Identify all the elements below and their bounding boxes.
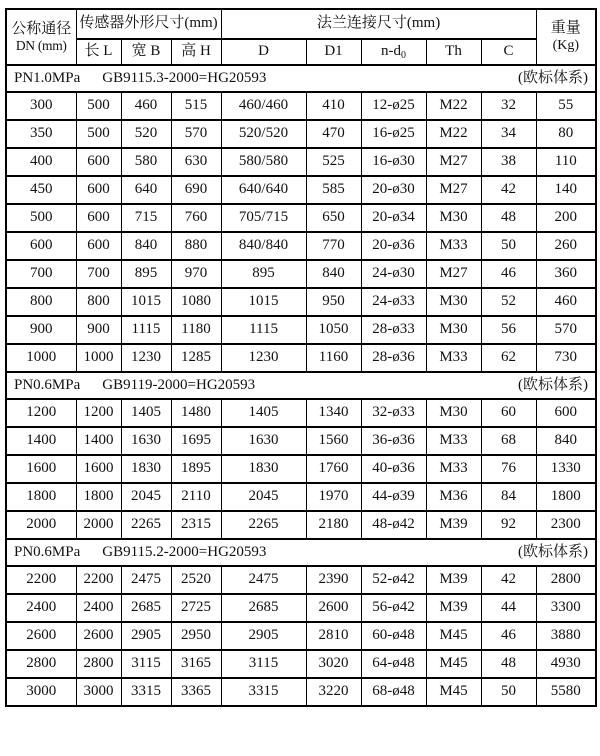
section-header-row (6, 539, 596, 566)
spec-cell: 460 (121, 92, 171, 120)
spec-cell: M45 (426, 650, 481, 678)
spec-cell: 570 (171, 120, 221, 148)
spec-cell: 2520 (171, 566, 221, 594)
spec-cell: M27 (426, 148, 481, 176)
spec-cell: 24-ø30 (361, 260, 426, 288)
section-header-row (6, 65, 596, 92)
spec-cell: 1760 (306, 455, 361, 483)
spec-cell: 950 (306, 288, 361, 316)
spec-cell: M27 (426, 176, 481, 204)
dimension-spec-table (5, 8, 597, 707)
spec-cell: 1600 (76, 455, 121, 483)
spec-cell: 32 (481, 92, 536, 120)
spec-cell: 2600 (306, 594, 361, 622)
spec-cell: 3020 (306, 650, 361, 678)
spec-row (6, 483, 596, 511)
spec-cell: 600 (76, 232, 121, 260)
spec-cell: 2390 (306, 566, 361, 594)
table-header (6, 9, 596, 65)
spec-cell: 4930 (536, 650, 596, 678)
spec-cell: 3000 (6, 678, 76, 706)
spec-row (6, 120, 596, 148)
spec-cell: 2475 (121, 566, 171, 594)
spec-cell: 460/460 (221, 92, 306, 120)
header-sensor-dims-group: 传感器外形尺寸(mm) (76, 9, 221, 39)
spec-row (6, 455, 596, 483)
spec-cell: 68-ø48 (361, 678, 426, 706)
spec-row (6, 260, 596, 288)
spec-cell: 1400 (6, 427, 76, 455)
spec-cell: 1200 (76, 399, 121, 427)
spec-cell: 52 (481, 288, 536, 316)
spec-cell: 1015 (121, 288, 171, 316)
spec-cell: 2905 (121, 622, 171, 650)
spec-cell: 515 (171, 92, 221, 120)
spec-cell: 715 (121, 204, 171, 232)
spec-cell: 3365 (171, 678, 221, 706)
spec-cell: 2315 (171, 511, 221, 539)
spec-cell: 2200 (6, 566, 76, 594)
header-col-width: 宽 B (121, 39, 171, 65)
spec-cell: 580/580 (221, 148, 306, 176)
spec-cell: 2000 (76, 511, 121, 539)
spec-cell: M22 (426, 120, 481, 148)
spec-cell: 1400 (76, 427, 121, 455)
spec-cell: 1340 (306, 399, 361, 427)
spec-cell: 600 (76, 176, 121, 204)
spec-cell: 640/640 (221, 176, 306, 204)
spec-cell: 895 (121, 260, 171, 288)
header-col-height: 高 H (171, 39, 221, 65)
spec-cell: 2110 (171, 483, 221, 511)
spec-cell: 1330 (536, 455, 596, 483)
spec-cell: 200 (536, 204, 596, 232)
spec-cell: 64-ø48 (361, 650, 426, 678)
spec-cell: 600 (536, 399, 596, 427)
spec-cell: 28-ø33 (361, 316, 426, 344)
spec-cell: 5580 (536, 678, 596, 706)
section-header-cell (6, 65, 596, 92)
spec-cell: 60-ø48 (361, 622, 426, 650)
spec-cell: 650 (306, 204, 361, 232)
section-pressure-rating: PN0.6MPa (14, 543, 81, 560)
spec-cell: 500 (76, 92, 121, 120)
spec-cell: 1800 (536, 483, 596, 511)
spec-cell: 1600 (6, 455, 76, 483)
header-flange-dims-group: 法兰连接尺寸(mm) (221, 9, 536, 39)
spec-cell: 640 (121, 176, 171, 204)
spec-cell: 2265 (221, 511, 306, 539)
spec-cell: 2400 (76, 594, 121, 622)
spec-cell: 2180 (306, 511, 361, 539)
spec-cell: 1800 (6, 483, 76, 511)
spec-cell: M33 (426, 455, 481, 483)
spec-cell: M27 (426, 260, 481, 288)
spec-row (6, 148, 596, 176)
spec-cell: M33 (426, 232, 481, 260)
spec-cell: M39 (426, 594, 481, 622)
spec-cell: 2800 (536, 566, 596, 594)
section-standard-code: GB9115.2-2000=HG20593 (102, 543, 267, 560)
spec-cell: 500 (76, 120, 121, 148)
spec-cell: 2950 (171, 622, 221, 650)
spec-cell: 520 (121, 120, 171, 148)
spec-cell: 520/520 (221, 120, 306, 148)
header-weight-unit: (Kg) (552, 37, 580, 53)
spec-cell: 400 (6, 148, 76, 176)
spec-cell: 1480 (171, 399, 221, 427)
spec-cell: 42 (481, 176, 536, 204)
spec-cell: 2600 (6, 622, 76, 650)
spec-cell: 68 (481, 427, 536, 455)
spec-cell: 840 (306, 260, 361, 288)
header-col-d: D (221, 39, 306, 65)
spec-cell: 2400 (6, 594, 76, 622)
header-weight (536, 9, 596, 65)
spec-cell: 50 (481, 678, 536, 706)
spec-cell: 2800 (6, 650, 76, 678)
spec-cell: M39 (426, 511, 481, 539)
spec-cell: 48 (481, 204, 536, 232)
spec-cell: 24-ø33 (361, 288, 426, 316)
spec-cell: 2300 (536, 511, 596, 539)
spec-cell: 800 (6, 288, 76, 316)
spec-cell: 20-ø34 (361, 204, 426, 232)
spec-cell: 470 (306, 120, 361, 148)
spec-cell: 52-ø42 (361, 566, 426, 594)
section-standard-code: GB9119-2000=HG20593 (102, 376, 256, 393)
spec-cell: 600 (6, 232, 76, 260)
spec-cell: 84 (481, 483, 536, 511)
spec-cell: 76 (481, 455, 536, 483)
spec-cell: 1000 (6, 344, 76, 372)
section-header-cell (6, 539, 596, 566)
spec-row (6, 399, 596, 427)
spec-cell: 705/715 (221, 204, 306, 232)
spec-cell: 40-ø36 (361, 455, 426, 483)
spec-cell: 2475 (221, 566, 306, 594)
spec-cell: 1015 (221, 288, 306, 316)
header-col-length: 长 L (76, 39, 121, 65)
spec-cell: 1895 (171, 455, 221, 483)
spec-cell: 16-ø30 (361, 148, 426, 176)
header-dn (6, 9, 76, 65)
spec-cell: 730 (536, 344, 596, 372)
spec-cell: 56 (481, 316, 536, 344)
spec-cell: 92 (481, 511, 536, 539)
spec-cell: 880 (171, 232, 221, 260)
spec-cell: 600 (76, 204, 121, 232)
spec-cell: 1180 (171, 316, 221, 344)
spec-cell: 3880 (536, 622, 596, 650)
spec-cell: M45 (426, 622, 481, 650)
spec-cell: 1405 (221, 399, 306, 427)
spec-row (6, 204, 596, 232)
spec-cell: 500 (6, 204, 76, 232)
spec-cell: 585 (306, 176, 361, 204)
header-col-d1: D1 (306, 39, 361, 65)
spec-cell: 770 (306, 232, 361, 260)
spec-row (6, 427, 596, 455)
spec-cell: 20-ø36 (361, 232, 426, 260)
spec-cell: 1230 (221, 344, 306, 372)
spec-cell: 570 (536, 316, 596, 344)
spec-row (6, 288, 596, 316)
spec-cell: 450 (6, 176, 76, 204)
spec-cell: M36 (426, 483, 481, 511)
spec-cell: 2800 (76, 650, 121, 678)
section-standard-code: GB9115.3-2000=HG20593 (102, 69, 267, 86)
section-standard-note: (欧标体系) (518, 543, 589, 560)
spec-cell: 1630 (221, 427, 306, 455)
spec-cell: 300 (6, 92, 76, 120)
spec-cell: 3000 (76, 678, 121, 706)
spec-row (6, 622, 596, 650)
spec-cell: 48-ø42 (361, 511, 426, 539)
spec-cell: M30 (426, 288, 481, 316)
spec-cell: M45 (426, 678, 481, 706)
spec-cell: 3165 (171, 650, 221, 678)
spec-cell: 3220 (306, 678, 361, 706)
spec-cell: 3300 (536, 594, 596, 622)
spec-cell: 460 (536, 288, 596, 316)
spec-cell: 840 (121, 232, 171, 260)
spec-cell: 1000 (76, 344, 121, 372)
spec-cell: 1695 (171, 427, 221, 455)
header-col-th: Th (426, 39, 481, 65)
spec-cell: 630 (171, 148, 221, 176)
spec-row (6, 566, 596, 594)
spec-cell: 2905 (221, 622, 306, 650)
spec-cell: M22 (426, 92, 481, 120)
section-pressure-rating: PN1.0MPa (14, 69, 81, 86)
header-weight-label: 重量 (550, 20, 581, 37)
spec-cell: 700 (76, 260, 121, 288)
spec-cell: 42 (481, 566, 536, 594)
spec-cell: 840/840 (221, 232, 306, 260)
spec-cell: 1200 (6, 399, 76, 427)
spec-cell: 60 (481, 399, 536, 427)
spec-cell: 2265 (121, 511, 171, 539)
spec-row (6, 92, 596, 120)
spec-cell: 580 (121, 148, 171, 176)
spec-cell: 36-ø36 (361, 427, 426, 455)
spec-cell: 46 (481, 260, 536, 288)
spec-cell: M33 (426, 344, 481, 372)
spec-cell: 34 (481, 120, 536, 148)
spec-cell: 895 (221, 260, 306, 288)
spec-cell: 28-ø36 (361, 344, 426, 372)
spec-row (6, 650, 596, 678)
spec-cell: 410 (306, 92, 361, 120)
spec-row (6, 594, 596, 622)
spec-cell: 44-ø39 (361, 483, 426, 511)
spec-cell: 2725 (171, 594, 221, 622)
spec-cell: 3315 (221, 678, 306, 706)
spec-cell: 1160 (306, 344, 361, 372)
spec-cell: 12-ø25 (361, 92, 426, 120)
header-col-nd0-sub: 0 (401, 50, 407, 62)
section-standard-note: (欧标体系) (518, 376, 589, 393)
header-col-nd0 (361, 39, 426, 65)
spec-cell: 1970 (306, 483, 361, 511)
table-body (6, 65, 596, 706)
spec-cell: 2000 (6, 511, 76, 539)
spec-cell: 38 (481, 148, 536, 176)
spec-cell: 1230 (121, 344, 171, 372)
spec-cell: 55 (536, 92, 596, 120)
spec-cell: 32-ø33 (361, 399, 426, 427)
spec-cell: 1800 (76, 483, 121, 511)
spec-cell: 50 (481, 232, 536, 260)
spec-row (6, 176, 596, 204)
spec-cell: 700 (6, 260, 76, 288)
spec-cell: 48 (481, 650, 536, 678)
spec-row (6, 344, 596, 372)
section-header-row (6, 372, 596, 399)
spec-cell: 1115 (221, 316, 306, 344)
section-header-cell (6, 372, 596, 399)
spec-cell: 900 (6, 316, 76, 344)
spec-cell: 3115 (121, 650, 171, 678)
spec-row (6, 316, 596, 344)
spec-row (6, 232, 596, 260)
header-dn-label: 公称通径 (11, 20, 72, 37)
spec-cell: 16-ø25 (361, 120, 426, 148)
spec-cell: M30 (426, 204, 481, 232)
spec-cell: 2685 (221, 594, 306, 622)
spec-cell: 2200 (76, 566, 121, 594)
spec-cell: 3315 (121, 678, 171, 706)
spec-cell: 46 (481, 622, 536, 650)
spec-cell: 360 (536, 260, 596, 288)
section-standard-note: (欧标体系) (518, 69, 589, 86)
spec-cell: M30 (426, 399, 481, 427)
spec-cell: 56-ø42 (361, 594, 426, 622)
spec-cell: 525 (306, 148, 361, 176)
spec-cell: 2045 (121, 483, 171, 511)
spec-cell: 1115 (121, 316, 171, 344)
spec-cell: 1080 (171, 288, 221, 316)
spec-cell: 110 (536, 148, 596, 176)
header-col-c: C (481, 39, 536, 65)
spec-cell: 2810 (306, 622, 361, 650)
spec-cell: 2685 (121, 594, 171, 622)
spec-cell: 1285 (171, 344, 221, 372)
spec-cell: 2045 (221, 483, 306, 511)
spec-row (6, 511, 596, 539)
spec-cell: 44 (481, 594, 536, 622)
spec-cell: 3115 (221, 650, 306, 678)
spec-cell: 1630 (121, 427, 171, 455)
spec-cell: M30 (426, 316, 481, 344)
spec-cell: 80 (536, 120, 596, 148)
spec-cell: 840 (536, 427, 596, 455)
spec-cell: 900 (76, 316, 121, 344)
spec-cell: 350 (6, 120, 76, 148)
spec-cell: 760 (171, 204, 221, 232)
spec-cell: 260 (536, 232, 596, 260)
spec-cell: 1405 (121, 399, 171, 427)
spec-cell: 800 (76, 288, 121, 316)
spec-cell: 20-ø30 (361, 176, 426, 204)
section-pressure-rating: PN0.6MPa (14, 376, 81, 393)
spec-cell: 2600 (76, 622, 121, 650)
spec-cell: 140 (536, 176, 596, 204)
spec-cell: 600 (76, 148, 121, 176)
header-col-nd0-base: n-d (381, 43, 402, 60)
spec-cell: 970 (171, 260, 221, 288)
spec-cell: M39 (426, 566, 481, 594)
spec-cell: M33 (426, 427, 481, 455)
header-dn-unit: DN (mm) (15, 37, 67, 53)
spec-cell: 1830 (121, 455, 171, 483)
spec-cell: 1050 (306, 316, 361, 344)
spec-cell: 1560 (306, 427, 361, 455)
spec-cell: 62 (481, 344, 536, 372)
spec-cell: 690 (171, 176, 221, 204)
spec-row (6, 678, 596, 706)
spec-cell: 1830 (221, 455, 306, 483)
